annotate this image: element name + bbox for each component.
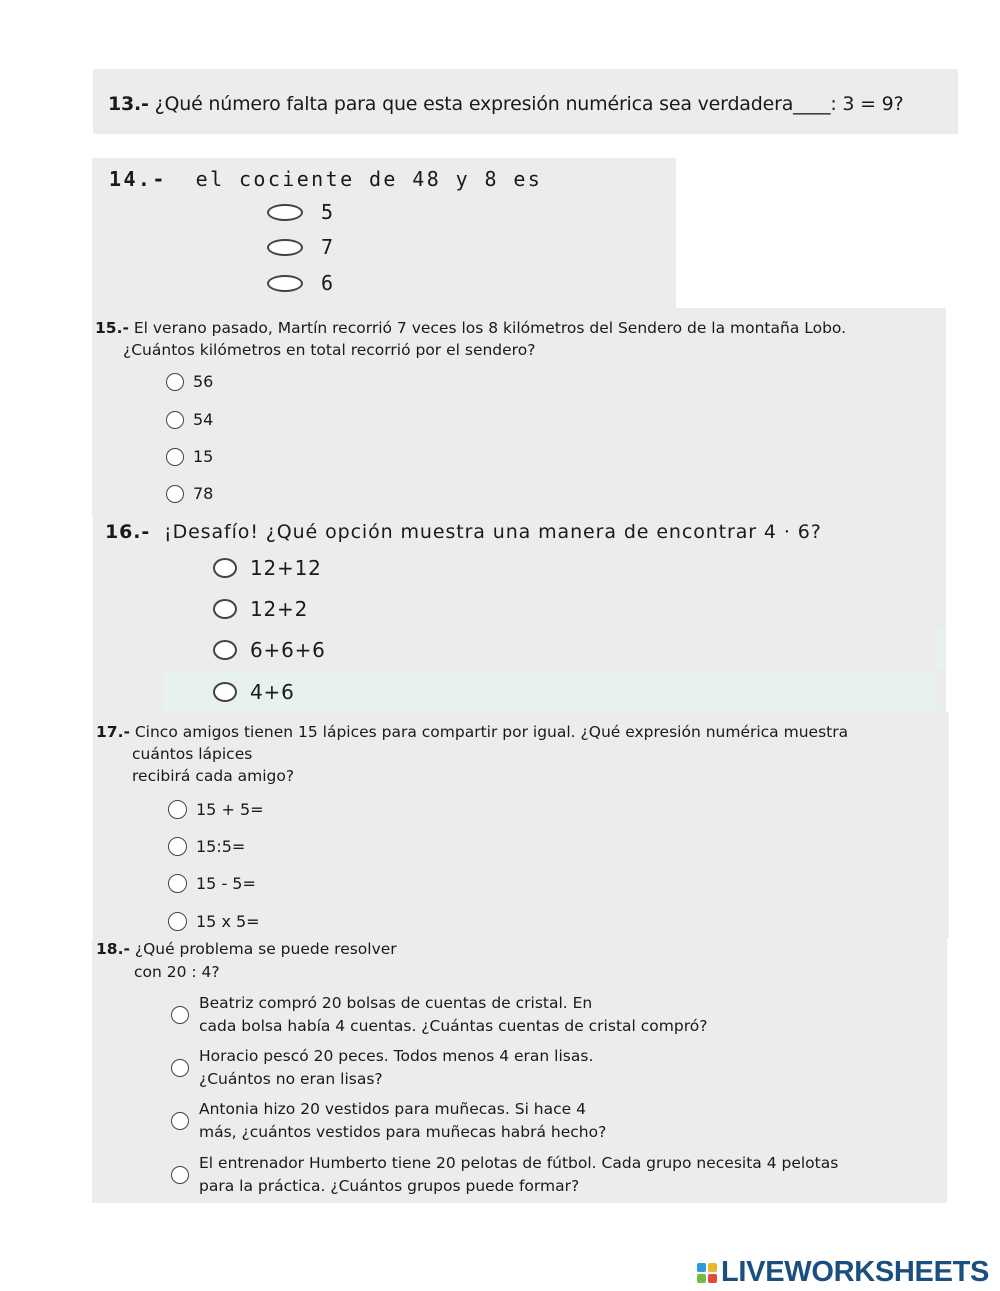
logo-mark-square [708, 1274, 717, 1283]
question-16-number: 16.- [105, 521, 151, 543]
question-14-prompt: el cociente de 48 y 8 es [195, 167, 543, 191]
radio-button[interactable] [171, 1112, 189, 1130]
option-label: 15 x 5= [196, 912, 260, 931]
question-18-option[interactable] [171, 992, 707, 1038]
option-line-2: cada bolsa había 4 cuentas. ¿Cuántas cuentas de cristal compró? [199, 1017, 708, 1035]
question-13 [93, 69, 958, 134]
option-label: 5 [321, 200, 334, 224]
question-16 [93, 516, 946, 712]
question-18-text [96, 938, 397, 984]
radio-button[interactable] [171, 1166, 189, 1184]
logo-mark-square [697, 1274, 706, 1283]
question-14 [92, 158, 676, 308]
radio-button[interactable] [213, 640, 237, 660]
question-18-line-2: con 20 : 4? [134, 963, 220, 981]
radio-button[interactable] [166, 411, 184, 429]
radio-button[interactable] [213, 682, 237, 702]
option-label: 54 [193, 410, 214, 429]
question-18-number: 18.- [96, 940, 130, 958]
option-line-1: Horacio pescó 20 peces. Todos menos 4 eran lisas. [199, 1047, 594, 1065]
radio-button[interactable] [166, 448, 184, 466]
radio-button[interactable] [213, 558, 237, 578]
question-14-number: 14.- [109, 167, 167, 191]
question-15-option[interactable] [166, 447, 213, 466]
logo-mark-square [697, 1263, 706, 1272]
question-13-text [108, 93, 903, 115]
logo-mark-icon [697, 1263, 717, 1283]
option-label: 12+2 [250, 597, 309, 621]
option-label: 56 [193, 372, 214, 391]
option-label: 78 [193, 484, 214, 503]
question-14-option[interactable] [267, 235, 333, 259]
radio-button[interactable] [171, 1006, 189, 1024]
question-18 [92, 938, 947, 1203]
liveworksheets-logo [697, 1256, 989, 1289]
question-16-option[interactable] [213, 597, 308, 621]
question-16-option[interactable] [213, 680, 295, 704]
question-16-prompt: ¡Desafío! ¿Qué opción muestra una manera de encontrar 4 · 6? [164, 521, 822, 543]
question-17-line-1: Cinco amigos tienen 15 lápices para compartir por igual. ¿Qué expresión numérica muestra [134, 723, 849, 741]
radio-button[interactable] [213, 599, 237, 619]
question-17-text [96, 721, 848, 787]
question-17-option[interactable] [168, 874, 256, 893]
radio-button[interactable] [171, 1059, 189, 1077]
option-label: 15 [193, 447, 214, 466]
logo-mark-square [708, 1263, 717, 1272]
option-label: 4+6 [250, 680, 295, 704]
option-label [199, 1152, 838, 1198]
question-15-line-2: ¿Cuántos kilómetros en total recorrió por el sendero? [123, 341, 536, 359]
radio-button[interactable] [168, 837, 187, 856]
option-line-1: El entrenador Humberto tiene 20 pelotas de fútbol. Cada grupo necesita 4 pelotas [199, 1154, 839, 1172]
option-line-1: Beatriz compró 20 bolsas de cuentas de cristal. En [199, 994, 593, 1012]
question-18-option[interactable] [171, 1098, 606, 1144]
question-15-option[interactable] [166, 372, 213, 391]
option-label [199, 1045, 593, 1091]
highlight-strip [936, 629, 946, 669]
question-17-line-3: recibirá cada amigo? [132, 767, 295, 785]
option-label [199, 1098, 606, 1144]
question-15 [92, 308, 946, 516]
question-17-option[interactable] [168, 837, 245, 856]
option-line-2: más, ¿cuántos vestidos para muñecas habrá hecho? [199, 1123, 607, 1141]
logo-text: LIVEWORKSHEETS [721, 1256, 990, 1288]
question-17-number: 17.- [96, 723, 130, 741]
question-15-text [95, 317, 846, 361]
question-15-option[interactable] [166, 484, 213, 503]
radio-button[interactable] [267, 204, 303, 221]
question-17-option[interactable] [168, 912, 260, 931]
question-16-option[interactable] [213, 638, 326, 662]
radio-button[interactable] [168, 874, 187, 893]
radio-button[interactable] [168, 912, 187, 931]
question-18-option[interactable] [171, 1045, 593, 1091]
option-label: 12+12 [250, 556, 322, 580]
radio-button[interactable] [166, 373, 184, 391]
option-label: 15:5= [196, 837, 246, 856]
question-16-text [105, 521, 822, 543]
radio-button[interactable] [168, 800, 187, 819]
question-15-option[interactable] [166, 410, 213, 429]
question-17-option[interactable] [168, 800, 264, 819]
option-line-2: para la práctica. ¿Cuántos grupos puede formar? [199, 1177, 580, 1195]
question-14-option[interactable] [267, 271, 333, 295]
question-15-line-1: El verano pasado, Martín recorrió 7 veces los 8 kilómetros del Sendero de la montaña Lobo. [133, 319, 847, 337]
option-label: 6+6+6 [250, 638, 326, 662]
option-label [199, 992, 707, 1038]
question-17-line-2: cuántos lápices [132, 745, 253, 763]
option-line-2: ¿Cuántos no eran lisas? [199, 1070, 383, 1088]
option-label: 6 [321, 271, 334, 295]
question-14-option[interactable] [267, 200, 333, 224]
option-label: 7 [321, 235, 334, 259]
question-18-line-1: ¿Qué problema se puede resolver [134, 940, 397, 958]
question-13-number: 13.- [108, 93, 149, 115]
option-label: 15 + 5= [196, 800, 264, 819]
question-18-option[interactable] [171, 1152, 838, 1198]
question-14-text [109, 167, 542, 191]
option-line-1: Antonia hizo 20 vestidos para muñecas. Si hace 4 [199, 1100, 586, 1118]
radio-button[interactable] [267, 275, 303, 292]
question-17 [93, 712, 949, 938]
radio-button[interactable] [267, 239, 303, 256]
radio-button[interactable] [166, 485, 184, 503]
option-label: 15 - 5= [196, 874, 256, 893]
question-16-option[interactable] [213, 556, 322, 580]
question-13-prompt: ¿Qué número falta para que esta expresión numérica sea verdadera____: 3 = 9? [148, 93, 904, 115]
question-15-number: 15.- [95, 319, 129, 337]
